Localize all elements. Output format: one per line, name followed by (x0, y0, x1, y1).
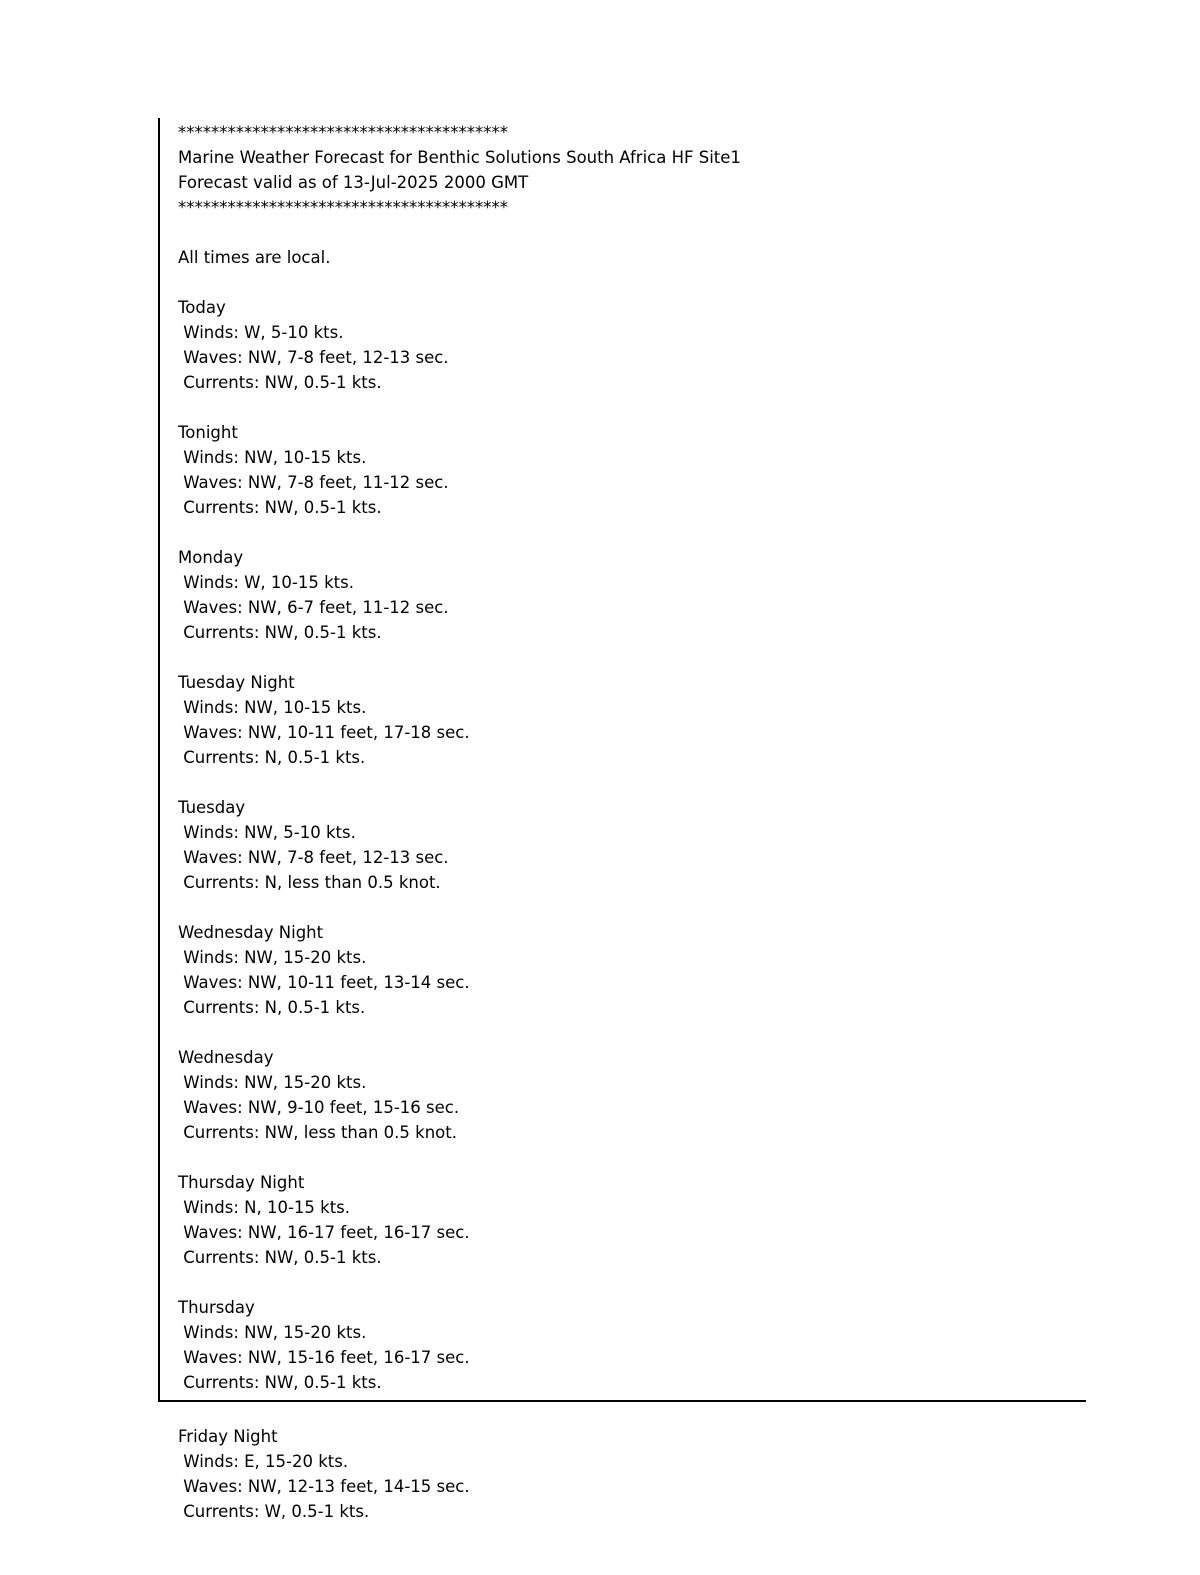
forecast-section-lines (178, 570, 1086, 645)
forecast-detail-line: Winds: NW, 15-20 kts. (178, 948, 367, 967)
forecast-detail-line: Winds: N, 10-15 kts. (178, 1198, 351, 1217)
forecast-section-title: Today (178, 298, 226, 317)
forecast-section (178, 920, 1086, 1020)
forecast-detail-line: Waves: NW, 12-13 feet, 14-15 sec. (178, 1477, 470, 1496)
stars-divider-bottom: **************************************** (178, 198, 508, 217)
forecast-detail-line: Winds: NW, 5-10 kts. (178, 823, 356, 842)
forecast-detail-line: Currents: NW, 0.5-1 kts. (178, 1248, 382, 1267)
forecast-section-title: Tuesday (178, 798, 246, 817)
forecast-section-lines (178, 1320, 1086, 1395)
forecast-text-box (158, 118, 1086, 1402)
forecast-section-title: Thursday (178, 1298, 255, 1317)
forecast-valid-line: Forecast valid as of 13-Jul-2025 2000 GMT (178, 173, 529, 192)
forecast-section-title: Friday Night (178, 1427, 278, 1446)
forecast-detail-line: Currents: N, 0.5-1 kts. (178, 998, 366, 1017)
forecast-section (178, 1424, 1200, 1524)
forecast-detail-line: Winds: NW, 15-20 kts. (178, 1073, 367, 1092)
forecast-section (178, 295, 1086, 395)
forecast-section-title: Wednesday Night (178, 923, 324, 942)
forecast-detail-line: Waves: NW, 10-11 feet, 13-14 sec. (178, 973, 470, 992)
forecast-section-lines (178, 1070, 1086, 1145)
forecast-section-lines (178, 1449, 1200, 1524)
forecast-detail-line: Waves: NW, 7-8 feet, 12-13 sec. (178, 848, 449, 867)
forecast-detail-line: Currents: NW, 0.5-1 kts. (178, 623, 382, 642)
forecast-section (178, 670, 1086, 770)
forecast-detail-line: Waves: NW, 6-7 feet, 11-12 sec. (178, 598, 449, 617)
forecast-section-lines (178, 945, 1086, 1020)
forecast-detail-line: Winds: E, 15-20 kts. (178, 1452, 349, 1471)
forecast-section-lines (178, 695, 1086, 770)
forecast-detail-line: Currents: NW, less than 0.5 knot. (178, 1123, 457, 1142)
forecast-section-lines (178, 820, 1086, 895)
forecast-section (178, 1170, 1086, 1270)
forecast-section-title: Tonight (178, 423, 238, 442)
spacer-line (178, 220, 1086, 245)
stars-divider-top: **************************************** (178, 123, 508, 142)
forecast-detail-line: Waves: NW, 7-8 feet, 11-12 sec. (178, 473, 449, 492)
forecast-section (178, 420, 1086, 520)
forecast-detail-line: Winds: NW, 10-15 kts. (178, 698, 367, 717)
forecast-sections-below-box (160, 1424, 1200, 1524)
local-times-note: All times are local. (178, 248, 331, 267)
forecast-detail-line: Currents: NW, 0.5-1 kts. (178, 1373, 382, 1392)
forecast-detail-line: Currents: N, less than 0.5 knot. (178, 873, 441, 892)
forecast-sections-in-box (178, 295, 1086, 1395)
forecast-detail-line: Currents: NW, 0.5-1 kts. (178, 498, 382, 517)
forecast-detail-line: Winds: NW, 10-15 kts. (178, 448, 367, 467)
forecast-section-title: Wednesday (178, 1048, 274, 1067)
forecast-detail-line: Winds: W, 10-15 kts. (178, 573, 354, 592)
forecast-section-title: Tuesday Night (178, 673, 295, 692)
forecast-detail-line: Currents: N, 0.5-1 kts. (178, 748, 366, 767)
forecast-detail-line: Waves: NW, 7-8 feet, 12-13 sec. (178, 348, 449, 367)
forecast-detail-line: Winds: NW, 15-20 kts. (178, 1323, 367, 1342)
forecast-section-lines (178, 445, 1086, 520)
forecast-detail-line: Currents: W, 0.5-1 kts. (178, 1502, 370, 1521)
forecast-section-lines (178, 1195, 1086, 1270)
forecast-detail-line: Waves: NW, 15-16 feet, 16-17 sec. (178, 1348, 470, 1367)
forecast-detail-line: Waves: NW, 10-11 feet, 17-18 sec. (178, 723, 470, 742)
forecast-title: Marine Weather Forecast for Benthic Solutions South Africa HF Site1 (178, 148, 741, 167)
forecast-section-title: Monday (178, 548, 244, 567)
forecast-section (178, 1295, 1086, 1395)
forecast-section (178, 1045, 1086, 1145)
forecast-detail-line: Waves: NW, 16-17 feet, 16-17 sec. (178, 1223, 470, 1242)
forecast-detail-line: Winds: W, 5-10 kts. (178, 323, 344, 342)
forecast-section (178, 795, 1086, 895)
forecast-detail-line: Waves: NW, 9-10 feet, 15-16 sec. (178, 1098, 460, 1117)
forecast-detail-line: Currents: NW, 0.5-1 kts. (178, 373, 382, 392)
forecast-section-lines (178, 320, 1086, 395)
forecast-section (178, 545, 1086, 645)
forecast-section-title: Thursday Night (178, 1173, 305, 1192)
